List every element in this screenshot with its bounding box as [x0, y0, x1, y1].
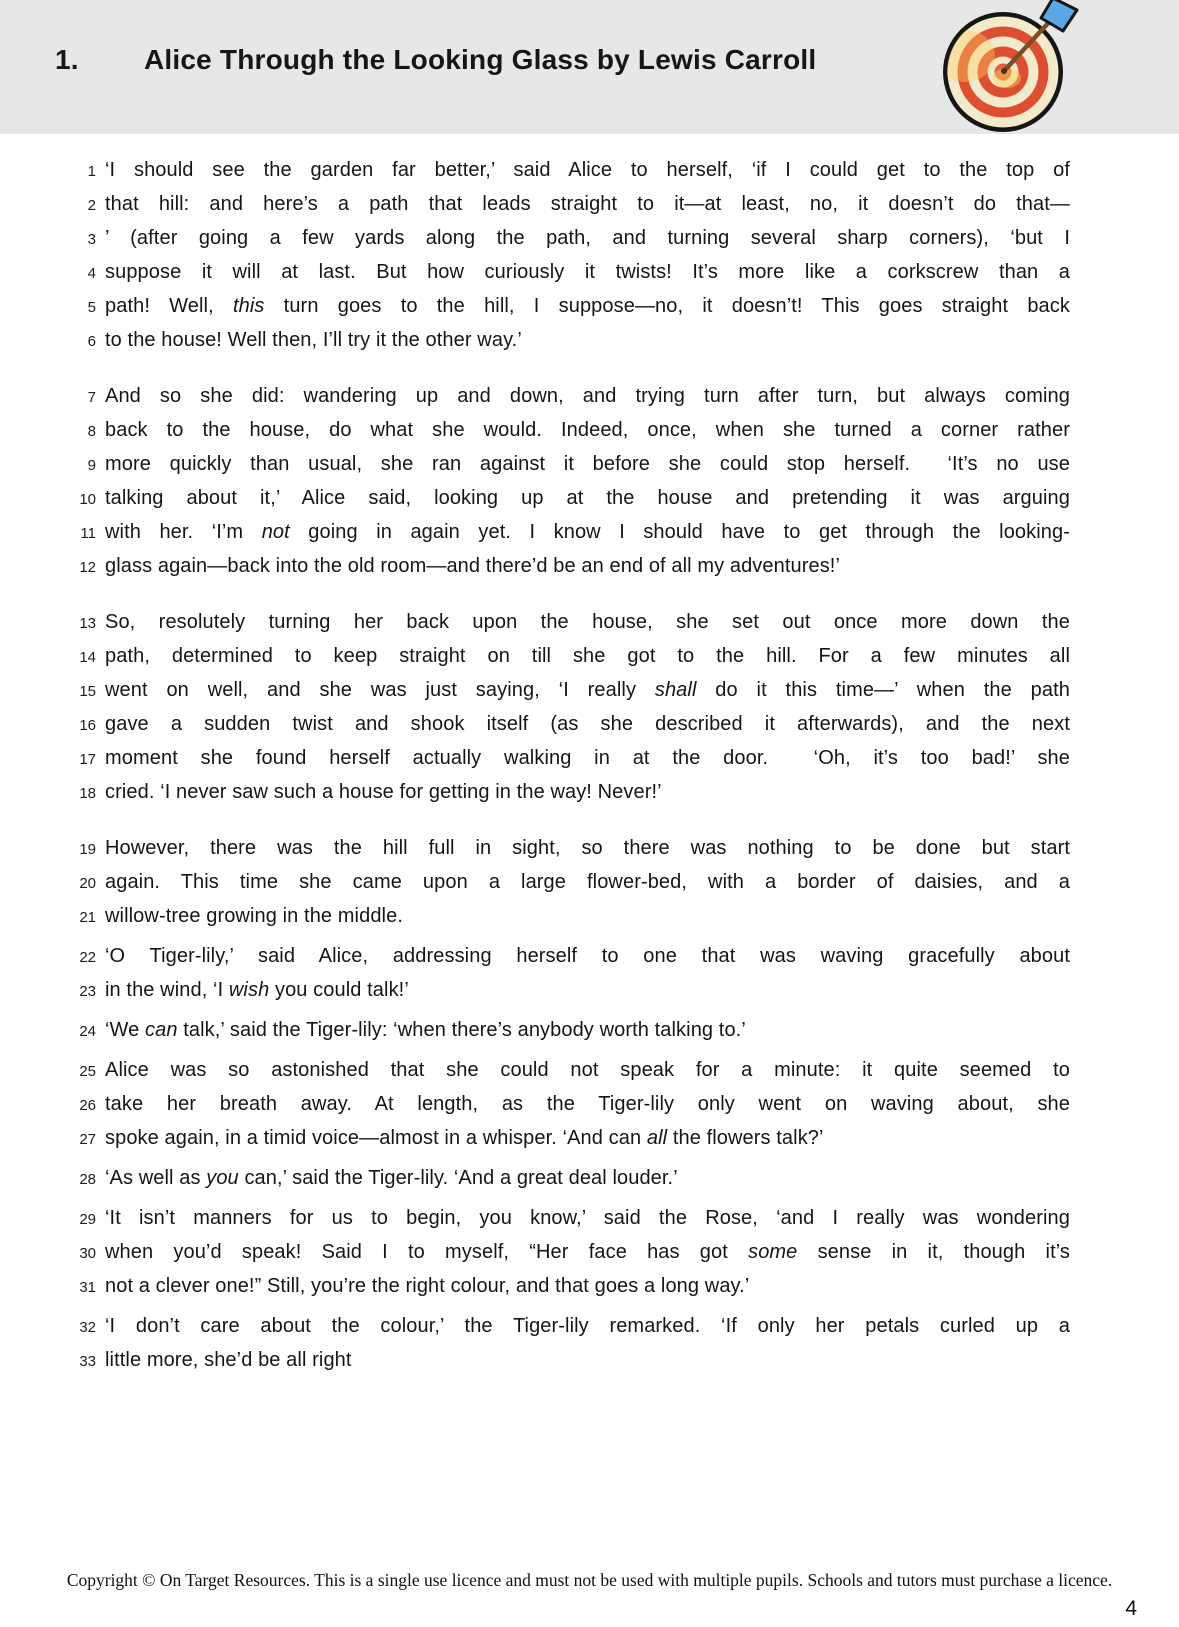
passage-line	[78, 1344, 1070, 1378]
passage-line	[78, 1122, 1070, 1156]
line-number: 12	[79, 559, 96, 576]
passage-paragraph	[78, 380, 1070, 584]
line-text: more quickly than usual, she ran against it before she could stop herself. ‘It’s no use	[105, 453, 1070, 475]
line-number: 9	[87, 457, 96, 474]
line-text: little more, she’d be all right	[105, 1349, 352, 1371]
passage-line	[78, 1236, 1070, 1270]
line-text: ’ (after going a few yards along the path, and turning several sharp corners), ‘but I	[105, 227, 1070, 249]
passage-line	[78, 154, 1070, 188]
line-text: path, determined to keep straight on till she got to the hill. For a few minutes all	[105, 645, 1070, 667]
passage-paragraph	[78, 1054, 1070, 1156]
line-text: ‘We can talk,’ said the Tiger-lily: ‘when there’s anybody worth talking to.’	[105, 1019, 746, 1041]
page-title: Alice Through the Looking Glass by Lewis Carroll	[144, 44, 817, 75]
passage-line	[78, 900, 1070, 934]
line-text: cried. ‘I never saw such a house for getting in the way! Never!’	[105, 781, 662, 803]
line-number: 14	[79, 649, 96, 666]
passage-line	[78, 222, 1070, 256]
passage-line	[78, 188, 1070, 222]
passage-paragraph	[78, 940, 1070, 1008]
line-number: 10	[79, 491, 96, 508]
section-number: 1.	[55, 44, 79, 75]
passage-line	[78, 1054, 1070, 1088]
line-text: gave a sudden twist and shook itself (as she described it afterwards), and the next	[105, 713, 1070, 735]
line-text: not a clever one!” Still, you’re the right colour, and that goes a long way.’	[105, 1275, 750, 1297]
passage-line	[78, 324, 1070, 358]
line-number: 25	[79, 1063, 96, 1080]
line-number: 26	[79, 1097, 96, 1114]
line-text: willow-tree growing in the middle.	[105, 905, 403, 927]
line-number: 3	[87, 231, 96, 248]
passage-line	[78, 606, 1070, 640]
passage-line	[78, 1014, 1070, 1048]
line-text: with her. ‘I’m not going in again yet. I know I should have to get through the looking-	[105, 521, 1070, 543]
passage-line	[78, 832, 1070, 866]
line-text: to the house! Well then, I’ll try it the other way.’	[105, 329, 522, 351]
passage-line	[78, 974, 1070, 1008]
line-number: 18	[79, 785, 96, 802]
passage-line	[78, 1202, 1070, 1236]
line-text: Alice was so astonished that she could not speak for a minute: it quite seemed to	[105, 1059, 1070, 1081]
page-header	[0, 0, 1179, 134]
line-text: take her breath away. At length, as the Tiger-lily only went on waving about, she	[105, 1093, 1070, 1115]
passage-line	[78, 290, 1070, 324]
line-number: 6	[87, 333, 96, 350]
line-text: And so she did: wandering up and down, and trying turn after turn, but always coming	[105, 385, 1070, 407]
passage-line	[78, 550, 1070, 584]
line-number: 8	[87, 423, 96, 440]
passage-line	[78, 640, 1070, 674]
passage-line	[78, 940, 1070, 974]
passage-paragraph	[78, 606, 1070, 810]
passage-paragraph	[78, 1202, 1070, 1304]
line-text: ‘I don’t care about the colour,’ the Tiger-lily remarked. ‘If only her petals curled up a	[105, 1315, 1070, 1337]
passage-line	[78, 414, 1070, 448]
passage	[0, 134, 1070, 1378]
line-text: when you’d speak! Said I to myself, “Her face has got some sense in it, though it’s	[105, 1241, 1071, 1263]
passage-line	[78, 256, 1070, 290]
line-text: ‘I should see the garden far better,’ said Alice to herself, ‘if I could get to the top of	[105, 159, 1070, 181]
line-number: 30	[79, 1245, 96, 1262]
line-number: 2	[87, 197, 96, 214]
line-number: 32	[79, 1319, 96, 1336]
line-text: So, resolutely turning her back upon the house, she set out once more down the	[105, 611, 1070, 633]
line-number: 29	[79, 1211, 96, 1228]
line-number: 33	[79, 1353, 96, 1370]
line-text: talking about it,’ Alice said, looking up at the house and pretending it was arguing	[105, 487, 1070, 509]
passage-paragraph	[78, 1310, 1070, 1378]
passage-line	[78, 482, 1070, 516]
passage-paragraph	[78, 154, 1070, 358]
line-text: ‘O Tiger-lily,’ said Alice, addressing herself to one that was waving gracefully about	[105, 945, 1070, 967]
passage-paragraph	[78, 832, 1070, 934]
line-number: 5	[87, 299, 96, 316]
line-text: suppose it will at last. But how curiously it twists! It’s more like a corkscrew than a	[105, 261, 1070, 283]
line-number: 13	[79, 615, 96, 632]
passage-line	[78, 776, 1070, 810]
line-number: 27	[79, 1131, 96, 1148]
line-text: ‘As well as you can,’ said the Tiger-lily. ‘And a great deal louder.’	[105, 1167, 678, 1189]
line-number: 19	[79, 841, 96, 858]
page-number: 4	[1125, 1597, 1137, 1620]
passage-line	[78, 516, 1070, 550]
line-number: 4	[87, 265, 96, 282]
line-text: in the wind, ‘I wish you could talk!’	[105, 979, 409, 1001]
line-text: back to the house, do what she would. Indeed, once, when she turned a corner rather	[105, 419, 1070, 441]
target-icon	[941, 0, 1081, 138]
copyright-notice: Copyright © On Target Resources. This is a single use licence and must not be used with multiple pupils. Schools and tutors must purchase a licence.	[66, 1570, 1113, 1590]
passage-line	[78, 448, 1070, 482]
line-number: 28	[79, 1171, 96, 1188]
line-number: 23	[79, 983, 96, 1000]
line-number: 7	[87, 389, 96, 406]
line-text: glass again—back into the old room—and there’d be an end of all my adventures!’	[105, 555, 840, 577]
passage-paragraph	[78, 1162, 1070, 1196]
passage-line	[78, 380, 1070, 414]
line-number: 17	[79, 751, 96, 768]
passage-line	[78, 708, 1070, 742]
passage-line	[78, 1270, 1070, 1304]
passage-line	[78, 866, 1070, 900]
line-number: 15	[79, 683, 96, 700]
line-number: 21	[79, 909, 96, 926]
line-number: 31	[79, 1279, 96, 1296]
line-number: 22	[79, 949, 96, 966]
line-text: moment she found herself actually walking in at the door. ‘Oh, it’s too bad!’ she	[105, 747, 1070, 769]
line-text: However, there was the hill full in sight, so there was nothing to be done but start	[105, 837, 1070, 859]
line-text: path! Well, this turn goes to the hill, I suppose—no, it doesn’t! This goes straight back	[105, 295, 1070, 317]
line-text: went on well, and she was just saying, ‘I really shall do it this time—’ when the path	[105, 679, 1070, 701]
line-text: again. This time she came upon a large flower-bed, with a border of daisies, and a	[105, 871, 1070, 893]
line-number: 11	[80, 525, 96, 542]
passage-line	[78, 742, 1070, 776]
line-text: spoke again, in a timid voice—almost in a whisper. ‘And can all the flowers talk?’	[105, 1127, 824, 1149]
passage-line	[78, 1088, 1070, 1122]
passage-line	[78, 674, 1070, 708]
line-number: 20	[79, 875, 96, 892]
passage-line	[78, 1162, 1070, 1196]
passage-line	[78, 1310, 1070, 1344]
passage-paragraph	[78, 1014, 1070, 1048]
line-text: ‘It isn’t manners for us to begin, you know,’ said the Rose, ‘and I really was wondering	[105, 1207, 1070, 1229]
line-number: 24	[79, 1023, 96, 1040]
line-text: that hill: and here’s a path that leads straight to it—at least, no, it doesn’t do that—	[105, 193, 1070, 215]
line-number: 16	[79, 717, 96, 734]
line-number: 1	[87, 163, 96, 180]
